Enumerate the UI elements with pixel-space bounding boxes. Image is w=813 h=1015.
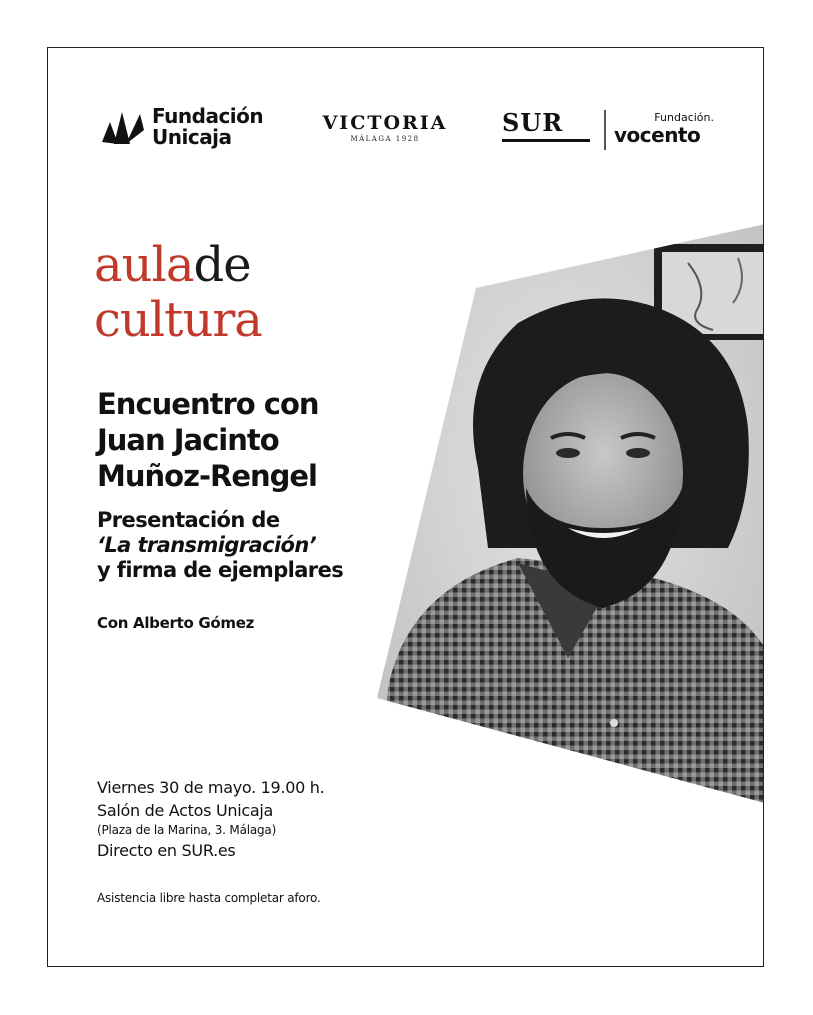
headline-line-3: Muñoz-Rengel xyxy=(97,459,317,493)
event-stream: Directo en SUR.es xyxy=(97,841,236,860)
event-date: Viernes 30 de mayo. 19.00 h. xyxy=(97,778,325,797)
event-venue: Salón de Actos Unicaja xyxy=(97,801,274,820)
event-address: (Plaza de la Marina, 3. Málaga) xyxy=(97,823,277,837)
title-cultura: cultura xyxy=(94,292,262,348)
headline-line-1: Encuentro con xyxy=(97,387,319,421)
event-headline xyxy=(97,386,427,494)
logo-divider xyxy=(604,110,606,150)
sur-logo-underline xyxy=(502,139,590,142)
headline-line-2: Juan Jacinto xyxy=(97,423,279,457)
sur-logo xyxy=(502,110,602,142)
subhead-line-1: Presentación de xyxy=(97,508,280,532)
poster-frame xyxy=(47,47,764,967)
vocento-logo-big: vocento xyxy=(614,123,701,147)
fundacion-unicaja-logo xyxy=(100,106,270,156)
victoria-logo-name: VICTORIA xyxy=(322,112,448,134)
moderator: Con Alberto Gómez xyxy=(97,614,255,632)
aula-de-cultura-title xyxy=(94,238,262,348)
event-info xyxy=(97,776,324,862)
book-title: ‘La transmigración’ xyxy=(97,533,317,557)
sur-logo-name: SUR xyxy=(502,108,564,137)
victoria-logo-sub: MÁLAGA 1928 xyxy=(350,135,420,143)
unicaja-logo-line2: Unicaja xyxy=(152,125,232,149)
unicaja-fan-icon xyxy=(100,108,146,148)
fundacion-vocento-logo xyxy=(614,112,724,146)
vocento-logo-small: Fundación. xyxy=(654,111,714,124)
book-presentation xyxy=(97,508,417,583)
unicaja-logo-line1: Fundación xyxy=(152,104,264,128)
victoria-logo xyxy=(310,112,460,143)
title-de: de xyxy=(193,237,251,293)
subhead-line-3: y firma de ejemplares xyxy=(97,558,344,582)
attendance-note: Asistencia libre hasta completar aforo. xyxy=(97,891,321,905)
title-aula: aula xyxy=(94,237,194,293)
